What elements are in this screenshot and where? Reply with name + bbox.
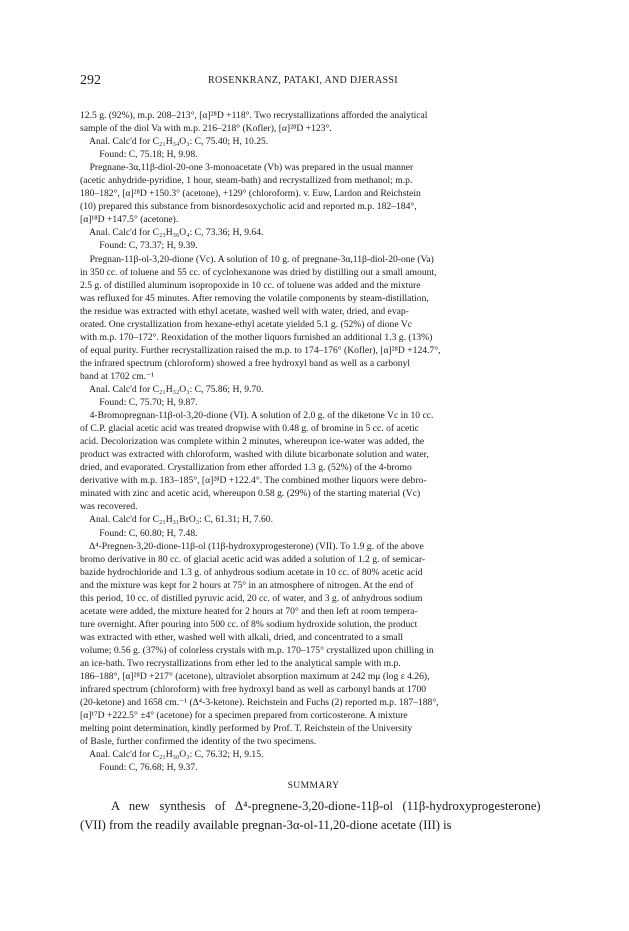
text-line: (20-ketone) and 1658 cm.⁻¹ (Δ⁴-3-ketone). Reichstein and Fuchs (2) reported m.p. 187–188°, xyxy=(80,697,439,709)
text-line: (10) prepared this substance from bisnordesoxycholic acid and reported m.p. 182–184°, xyxy=(80,201,417,213)
text-line: (acetic anhydride-pyridine, 1 hour, steam-bath) and recrystallized from methanol; m.p. xyxy=(80,175,413,187)
text-line: 12.5 g. (92%), m.p. 208–213°, [α]²⁸D +118°. Two recrystallizations afforded the analytical xyxy=(80,110,428,121)
summary-heading: SUMMARY xyxy=(287,780,340,792)
text-line: band at 1702 cm.⁻¹ xyxy=(80,370,155,382)
text-line: Found: C, 76.68; H, 9.37. xyxy=(80,762,198,774)
text-line: sample of the diol Va with m.p. 216–218° (Kofler), [α]²⁸D +123°. xyxy=(80,123,332,135)
text-line: was extracted with ether, washed well with alkali, dried, and concentrated to a small xyxy=(80,631,404,643)
text-line: [α]¹⁸D +147.5° (acetone). xyxy=(80,214,179,226)
text-line: and the mixture was kept for 2 hours at 75° in an atmosphere of nitrogen. At the end of xyxy=(80,579,414,591)
text-line: with m.p. 170–172°. Reoxidation of the mother liquors furnished an additional 1.3 g. (13%) xyxy=(80,331,433,343)
summary-text xyxy=(80,797,547,835)
text-line: acid. Decolorization was complete within 2 minutes, whereupon ice-water was added, the xyxy=(80,436,425,448)
text-line: of Basle, further confirmed the identity of the two specimens. xyxy=(80,736,317,748)
article-body xyxy=(80,109,547,835)
text-line: derivative with m.p. 183–185°, [α]²⁸D +122.4°. The combined mother liquors were debro- xyxy=(80,475,427,487)
text-line: Anal. Calc'd for C₂₁H₃₄O₃: C, 75.40; H, 10.25. xyxy=(80,136,269,148)
text-line: Found: C, 75.70; H, 9.87. xyxy=(80,397,198,409)
text-line: Found: C, 73.37; H, 9.39. xyxy=(80,240,198,252)
text-line: Pregnane-3α,11β-diol-20-one 3-monoacetate (Vb) was prepared in the usual manner xyxy=(80,162,414,174)
text-line: melting point determination, kindly performed by Prof. T. Reichstein of the University xyxy=(80,723,413,735)
text-line: was refluxed for 45 minutes. After removing the volatile components by steam-distillation, xyxy=(80,292,429,304)
text-line: Δ⁴-Pregnen-3,20-dione-11β-ol (11β-hydroxyprogesterone) (VII). To 1.9 g. of the above xyxy=(80,540,424,552)
text-line: infrared spectrum (chloroform) with free hydroxyl band as well as carbonyl bands at 1700 xyxy=(80,684,427,696)
text-line: bazide hydrochloride and 1.3 g. of anhydrous sodium acetate in 10 cc. of 80% acetic acid xyxy=(80,566,423,578)
text-line: 4-Bromopregnan-11β-ol-3,20-dione (VI). A solution of 2.0 g. of the diketone Vc in 10 cc. xyxy=(80,410,434,422)
text-line: Anal. Calc'd for C₂₃H₃₆O₄: C, 73.36; H, 9.64. xyxy=(80,227,264,239)
text-line: volume; 0.56 g. (37%) of colorless crystals with m.p. 170–175° crystallized upon chilling in xyxy=(80,644,434,656)
text-line: 2.5 g. of distilled aluminum isopropoxide in 10 cc. of toluene was added and the mixture xyxy=(80,279,421,291)
text-line: of equal purity. Further recrystallization raised the m.p. to 174–176° (Kofler), [α]²⁸D +124.7°, xyxy=(80,344,441,356)
text-line: of C.P. glacial acetic acid was treated dropwise with 0.48 g. of bromine in 5 cc. of acetic xyxy=(80,423,419,435)
text-line: Found: C, 75.18; H, 9.98. xyxy=(80,149,198,161)
text-line: product was extracted with chloroform, washed with dilute bicarbonate solution and water, xyxy=(80,449,429,461)
page-number: 292 xyxy=(80,73,101,88)
page-header xyxy=(80,73,547,89)
text-line: the infrared spectrum (chloroform) showed a free hydroxyl band as well as a carbonyl xyxy=(80,357,411,369)
text-line: was recovered. xyxy=(80,501,138,513)
summary-line: A new synthesis of Δ⁴-pregnene-3,20-dione-11β-ol (11β-hydroxyprogesterone) xyxy=(80,799,541,814)
text-line: an ice-bath. Two recrystallizations from ether led to the analytical sample with m.p. xyxy=(80,657,401,669)
text-line: Found: C, 60.80; H, 7.48. xyxy=(80,527,198,539)
experimental-text xyxy=(80,109,547,774)
text-line: [α]¹⁷D +222.5° ±4° (acetone) for a specimen prepared from corticosterone. A mixture xyxy=(80,710,408,722)
text-line: dried, and evaporated. Crystallization from ether afforded 1.3 g. (52%) of the 4-bromo xyxy=(80,462,412,474)
text-line: orated. One crystallization from hexane-ethyl acetate yielded 5.1 g. (52%) of dione Vc xyxy=(80,318,413,330)
text-line: the residue was extracted with ethyl acetate, washed well with water, dried, and evap- xyxy=(80,305,409,317)
text-line: Anal. Calc'd for C₂₁H₃₂O₃: C, 75.86; H, 9.70. xyxy=(80,383,264,395)
summary-line: (VII) from the readily available pregnan-3α-ol-11,20-dione acetate (III) is xyxy=(80,818,452,833)
running-head: ROSENKRANZ, PATAKI, AND DJERASSI xyxy=(208,75,398,86)
text-line: ture overnight. After pouring into 500 cc. of 8% sodium hydroxide solution, the product xyxy=(80,618,418,630)
text-line: 180–182°, [α]²⁸D +150.3° (acetone), +129° (chloroform). v. Euw, Lardon and Reichstein xyxy=(80,188,421,200)
text-line: in 350 cc. of toluene and 55 cc. of cyclohexanone was dried by distilling out a small amount, xyxy=(80,266,437,278)
text-line: acetate were added, the mixture heated for 2 hours at 70° and then left at room tempera- xyxy=(80,605,418,617)
text-line: Anal. Calc'd for C₂₁H₃₀O₃: C, 76.32; H, 9.15. xyxy=(80,749,264,761)
text-line: minated with zinc and acetic acid, whereupon 0.58 g. (29%) of the starting material (Vc) xyxy=(80,488,421,500)
text-line: Pregnan-11β-ol-3,20-dione (Vc). A solution of 10 g. of pregnane-3α,11β-diol-20-one (Va) xyxy=(80,253,434,265)
text-line: 186–188°, [α]²⁸D +217° (acetone), ultraviolet absorption maximum at 242 mμ (log ε 4.26), xyxy=(80,671,430,683)
text-line: Anal. Calc'd for C₂₁H₃₁BrO₃: C, 61.31; H, 7.60. xyxy=(80,514,273,526)
text-line: this period, 10 cc. of distilled pyruvic acid, 20 cc. of water, and 3 g. of anhydrous sodium xyxy=(80,592,423,604)
text-line: bromo derivative in 80 cc. of glacial acetic acid was added a solution of 1.2 g. of semicar- xyxy=(80,553,426,565)
